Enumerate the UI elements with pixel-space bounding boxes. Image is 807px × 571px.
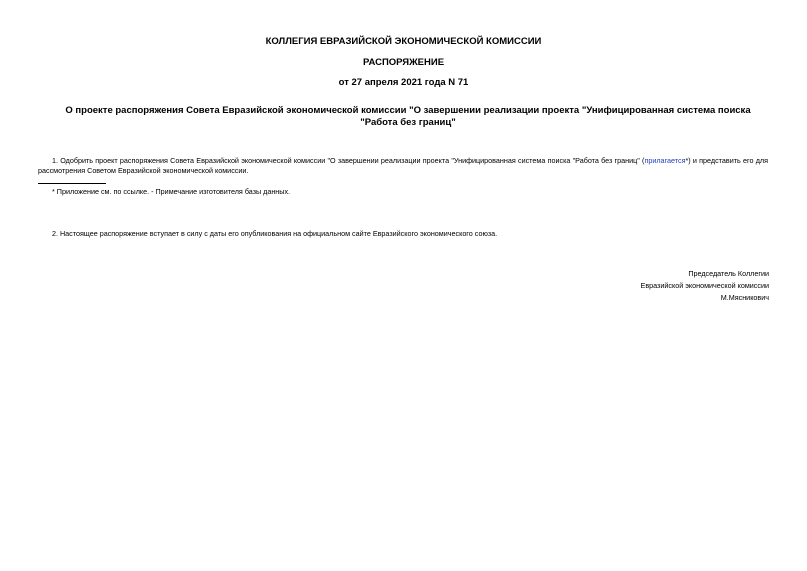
paragraph-1-text-end: *) и представить его для рассмотрения Советом Евразийской экономической комиссии. xyxy=(38,156,768,175)
paragraph-2: 2. Настоящее распоряжение вступает в силу с даты его опубликования на официальном сайте Евразийского экономического союза. xyxy=(52,229,498,238)
attachment-link[interactable]: прилагается xyxy=(644,156,686,165)
signatory-name: М.Мясникович xyxy=(720,293,769,302)
organization-heading: КОЛЛЕГИЯ ЕВРАЗИЙСКОЙ ЭКОНОМИЧЕСКОЙ КОМИССИИ xyxy=(265,36,542,47)
document-date-number: от 27 апреля 2021 года N 71 xyxy=(338,77,469,88)
footnote: * Приложение см. по ссылке. - Примечание изготовителя базы данных. xyxy=(52,187,291,196)
paragraph-1 xyxy=(38,156,768,176)
paragraph-1-text-start: 1. Одобрить проект распоряжения Совета Евразийской экономической комиссии "О завершении реализации проекта "Унифицированная система поиска "Работа без границ" ( xyxy=(52,156,645,165)
signature-block xyxy=(641,268,769,304)
footnote-divider xyxy=(38,183,106,184)
document-title: О проекте распоряжения Совета Евразийской экономической комиссии "О завершении реализации проекта "Унифицированная система поиска "Работа без границ" xyxy=(65,105,751,128)
signatory-organization: Евразийской экономической комиссии xyxy=(640,281,769,290)
signatory-position: Председатель Коллегии xyxy=(688,269,769,278)
document-type-heading: РАСПОРЯЖЕНИЕ xyxy=(362,57,445,68)
